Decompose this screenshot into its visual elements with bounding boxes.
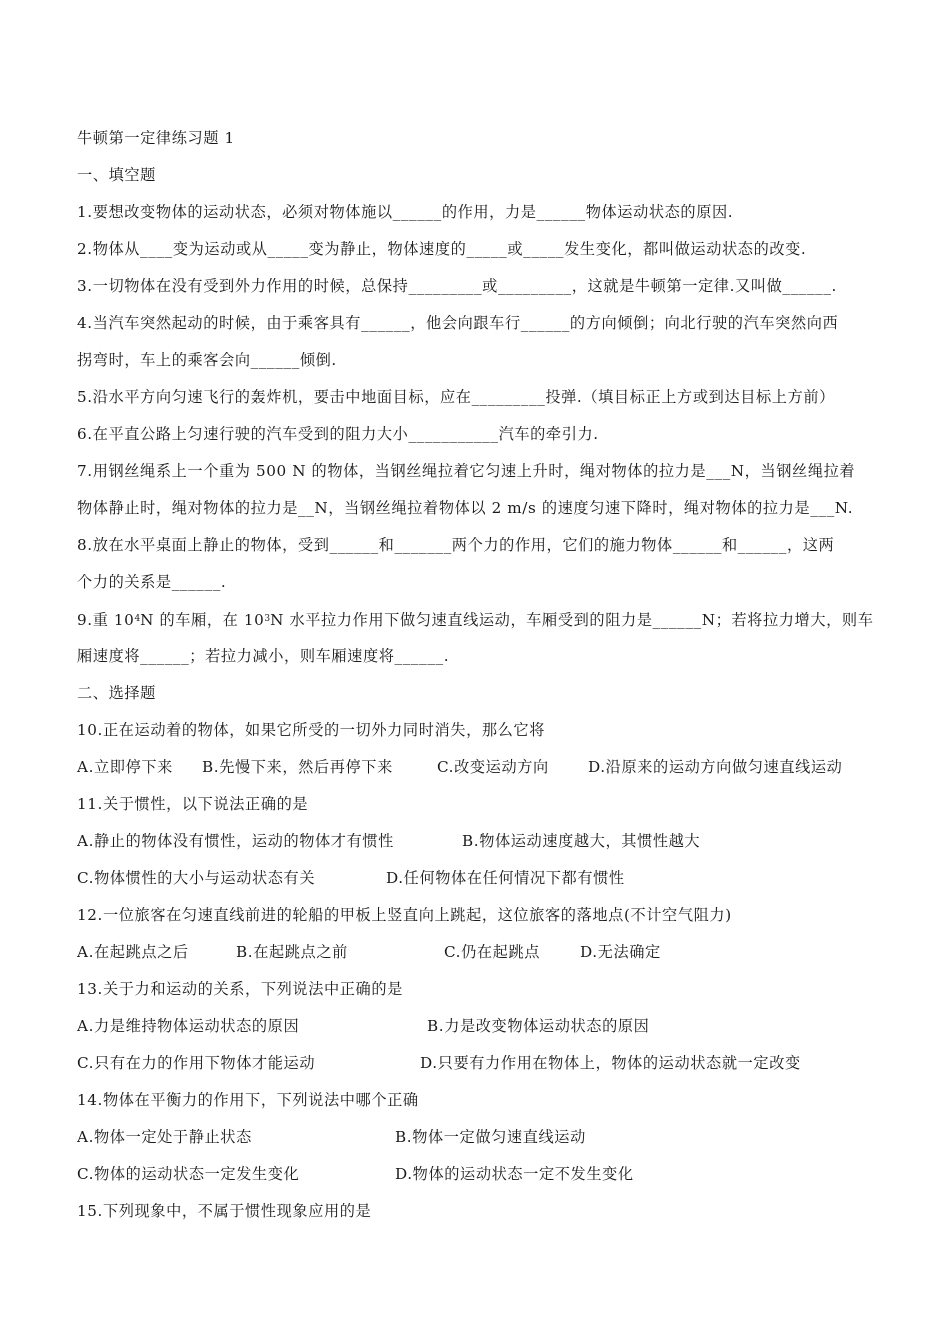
- q11-option-d: D.任何物体在任何情况下都有惯性: [386, 869, 625, 887]
- question-15-stem: 15.下列现象中，不属于惯性现象应用的是: [77, 1202, 372, 1220]
- q14-option-d: D.物体的运动状态一定不发生变化: [395, 1165, 634, 1183]
- question-1: 1.要想改变物体的运动状态，必须对物体施以______的作用，力是______物体运动状态的原因.: [77, 203, 734, 221]
- section-heading-multiple-choice: 二、选择题: [77, 684, 156, 702]
- q10-option-a: A.立即停下来: [77, 758, 173, 776]
- q12-option-d: D.无法确定: [580, 943, 661, 961]
- question-11-stem: 11.关于惯性，以下说法正确的是: [77, 795, 309, 813]
- q13-option-b: B.力是改变物体运动状态的原因: [427, 1017, 650, 1035]
- question-7-line-2: 物体静止时，绳对物体的拉力是__N，当钢丝绳拉着物体以 2 m/s 的速度匀速下降时，绳对物体的拉力是___N.: [77, 499, 854, 517]
- question-9-line-2: 厢速度将______；若拉力减小，则车厢速度将______.: [77, 647, 450, 665]
- q11-option-b: B.物体运动速度越大，其惯性越大: [462, 832, 701, 850]
- q12-option-a: A.在起跳点之后: [77, 943, 189, 961]
- q13-option-d: D.只要有力作用在物体上，物体的运动状态就一定改变: [420, 1054, 801, 1072]
- question-8-line-1: 8.放在水平桌面上静止的物体，受到______和_______两个力的作用，它们的施力物体______和______，这两: [77, 536, 835, 554]
- q10-option-b: B.先慢下来，然后再停下来: [202, 758, 393, 776]
- q9-exponent-2: 3: [264, 614, 271, 624]
- question-14-stem: 14.物体在平衡力的作用下，下列说法中哪个正确: [77, 1091, 419, 1109]
- section-heading-fill-in: 一、填空题: [77, 166, 156, 184]
- question-2: 2.物体从____变为运动或从_____变为静止，物体速度的_____或_____发生变化，都叫做运动状态的改变.: [77, 240, 807, 258]
- q13-option-a: A.力是维持物体运动状态的原因: [77, 1017, 300, 1035]
- question-7-line-1: 7.用钢丝绳系上一个重为 500 N 的物体，当钢丝绳拉着它匀速上升时，绳对物体的拉力是___N，当钢丝绳拉着: [77, 462, 856, 480]
- q12-option-c: C.仍在起跳点: [444, 943, 541, 961]
- question-8-line-2: 个力的关系是______.: [77, 573, 227, 591]
- question-5: 5.沿水平方向匀速飞行的轰炸机，要击中地面目标，应在_________投弹.（填目标正上方或到达目标上方前）: [77, 388, 835, 406]
- question-6: 6.在平直公路上匀速行驶的汽车受到的阻力大小___________汽车的牵引力.: [77, 425, 599, 443]
- question-4-line-1: 4.当汽车突然起动的时候，由于乘客具有______，他会向跟车行______的方向倾倒；向北行驶的汽车突然向西: [77, 314, 839, 332]
- q9-text-pre: 9.重 10: [77, 611, 135, 629]
- q9-text-post: N 水平拉力作用下做匀速直线运动，车厢受到的阻力是______N；若将拉力增大，则车: [270, 611, 874, 629]
- q11-option-a: A.静止的物体没有惯性，运动的物体才有惯性: [77, 832, 394, 850]
- question-12-stem: 12.一位旅客在匀速直线前进的轮船的甲板上竖直向上跳起，这位旅客的落地点(不计空气阻力): [77, 906, 732, 924]
- q10-option-c: C.改变运动方向: [437, 758, 549, 776]
- q11-option-c: C.物体惯性的大小与运动状态有关: [77, 869, 316, 887]
- q9-text-mid: N 的车厢，在 10: [140, 611, 265, 629]
- question-4-line-2: 拐弯时，车上的乘客会向______倾倒.: [77, 351, 337, 369]
- question-13-stem: 13.关于力和运动的关系，下列说法中正确的是: [77, 980, 403, 998]
- q12-option-b: B.在起跳点之前: [236, 943, 348, 961]
- q13-option-c: C.只有在力的作用下物体才能运动: [77, 1054, 316, 1072]
- q9-exponent-1: 4: [134, 614, 141, 624]
- question-9-line-1: [77, 609, 873, 630]
- q14-option-a: A.物体一定处于静止状态: [77, 1128, 252, 1146]
- q14-option-b: B.物体一定做匀速直线运动: [395, 1128, 586, 1146]
- question-10-stem: 10.正在运动着的物体，如果它所受的一切外力同时消失，那么它将: [77, 721, 546, 739]
- page-title: 牛顿第一定律练习题 1: [77, 129, 235, 147]
- q10-option-d: D.沿原来的运动方向做匀速直线运动: [588, 758, 843, 776]
- q14-option-c: C.物体的运动状态一定发生变化: [77, 1165, 300, 1183]
- question-3: 3.一切物体在没有受到外力作用的时候，总保持_________或_________，这就是牛顿第一定律.又叫做______.: [77, 277, 837, 295]
